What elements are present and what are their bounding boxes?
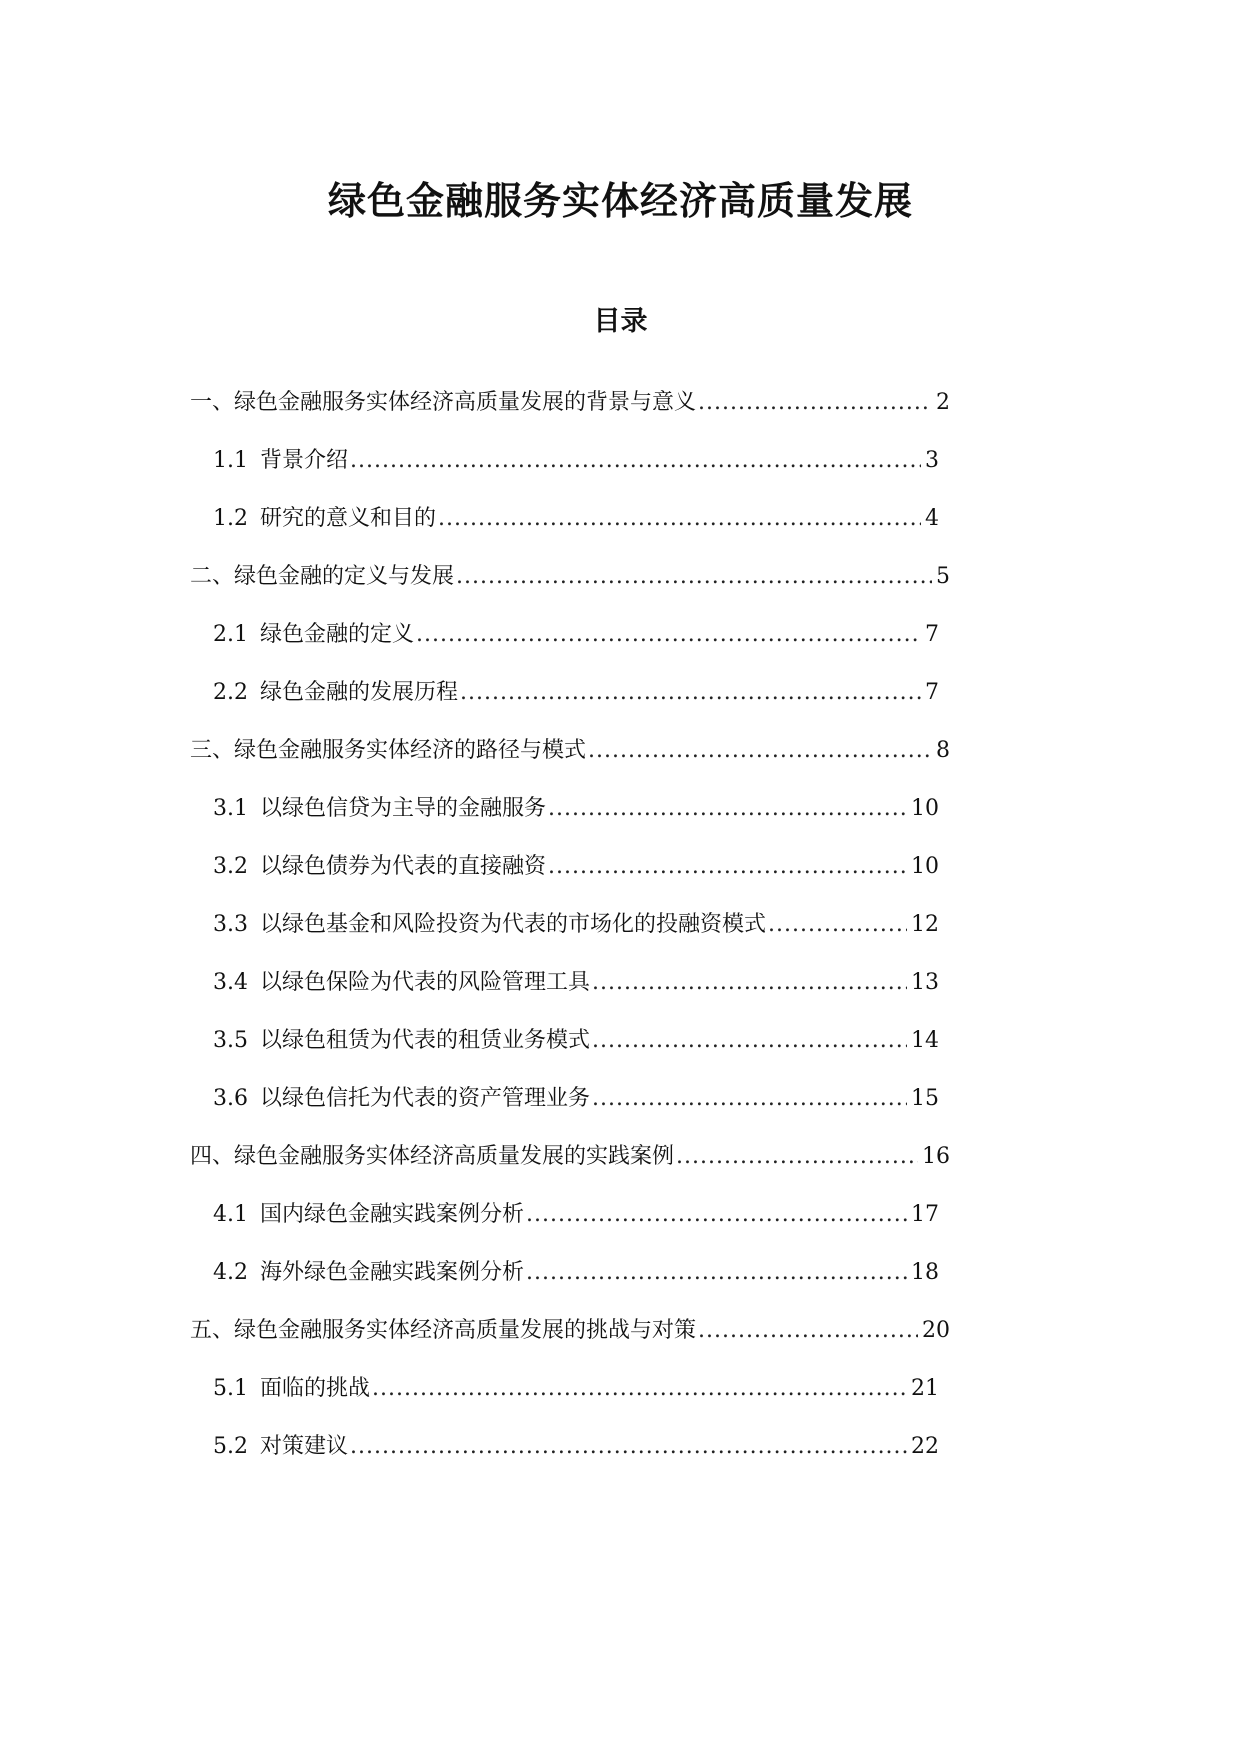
toc-entry[interactable]	[190, 733, 950, 769]
toc-entry-number: 3.5	[213, 1028, 248, 1053]
toc-dot-leader	[548, 849, 907, 885]
toc-page-number: 5	[936, 564, 950, 589]
toc-dot-leader	[676, 1139, 918, 1175]
toc-dot-leader	[416, 617, 921, 653]
toc-page-number: 3	[925, 448, 939, 473]
toc-entry-title: 以绿色债券为代表的直接融资	[260, 854, 547, 879]
toc-page-number: 18	[911, 1260, 939, 1285]
toc-page-number: 13	[911, 970, 939, 995]
toc-entry[interactable]	[190, 385, 950, 421]
toc-entry[interactable]	[213, 675, 939, 711]
toc-dot-leader	[768, 907, 907, 943]
toc-dot-leader	[592, 965, 907, 1001]
toc-entry-number: 1.1	[213, 448, 248, 473]
toc-page-number: 22	[911, 1434, 939, 1459]
toc-entry-number: 2.2	[213, 680, 248, 705]
toc-dot-leader	[592, 1023, 907, 1059]
toc-entry[interactable]	[213, 501, 939, 537]
toc-entry-number: 3.6	[213, 1086, 248, 1111]
toc-entry-title: 背景介绍	[260, 448, 349, 473]
toc-page-number: 7	[925, 622, 939, 647]
toc-page-number: 12	[911, 912, 939, 937]
toc-page-number: 8	[936, 738, 950, 763]
toc-dot-leader	[350, 443, 921, 479]
toc-page-number: 7	[925, 680, 939, 705]
toc-entry-number: 5.1	[213, 1376, 248, 1401]
toc-page-number: 17	[911, 1202, 939, 1227]
toc-entry-title: 研究的意义和目的	[260, 506, 437, 531]
toc-entry-title: 海外绿色金融实践案例分析	[260, 1260, 525, 1285]
toc-entry-number: 3.4	[213, 970, 248, 995]
toc-entry-title: 五、绿色金融服务实体经济高质量发展的挑战与对策	[190, 1318, 697, 1343]
toc-entry-title: 以绿色信贷为主导的金融服务	[260, 796, 547, 821]
toc-dot-leader	[350, 1429, 907, 1465]
toc-entry-title: 面临的挑战	[260, 1376, 371, 1401]
toc-entry-number: 2.1	[213, 622, 248, 647]
toc-entry-title: 以绿色保险为代表的风险管理工具	[260, 970, 591, 995]
toc-dot-leader	[698, 385, 932, 421]
toc-page-number: 20	[922, 1318, 950, 1343]
toc-dot-leader	[526, 1197, 907, 1233]
toc-entry[interactable]	[190, 559, 950, 595]
toc-entry-title: 以绿色信托为代表的资产管理业务	[260, 1086, 591, 1111]
toc-entry[interactable]	[213, 1081, 939, 1117]
toc-page-number: 14	[911, 1028, 939, 1053]
toc-entry-number: 1.2	[213, 506, 248, 531]
toc-entry-title: 以绿色租赁为代表的租赁业务模式	[260, 1028, 591, 1053]
toc-page-number: 10	[911, 854, 939, 879]
document-title: 绿色金融服务实体经济高质量发展	[327, 179, 913, 224]
toc-page-number: 10	[911, 796, 939, 821]
toc-entry-number: 3.3	[213, 912, 248, 937]
toc-entry[interactable]	[213, 907, 939, 943]
toc-entry[interactable]	[213, 791, 939, 827]
toc-entry-number: 4.1	[213, 1202, 248, 1227]
toc-entry-number: 3.2	[213, 854, 248, 879]
toc-dot-leader	[548, 791, 907, 827]
toc-dot-leader	[456, 559, 932, 595]
toc-dot-leader	[372, 1371, 907, 1407]
toc-entry[interactable]	[213, 443, 939, 479]
toc-heading: 目录	[593, 306, 648, 338]
toc-entry-title: 三、绿色金融服务实体经济的路径与模式	[190, 738, 587, 763]
toc-entry[interactable]	[213, 1023, 939, 1059]
toc-dot-leader	[592, 1081, 907, 1117]
toc-page-number: 15	[911, 1086, 939, 1111]
toc-entry[interactable]	[190, 1139, 950, 1175]
toc-entry-number: 3.1	[213, 796, 248, 821]
toc-entry[interactable]	[213, 965, 939, 1001]
toc-entry-number: 4.2	[213, 1260, 248, 1285]
toc-page-number: 2	[936, 390, 950, 415]
toc-entry[interactable]	[213, 617, 939, 653]
toc-entry-title: 一、绿色金融服务实体经济高质量发展的背景与意义	[190, 390, 697, 415]
toc-page-number: 4	[925, 506, 939, 531]
toc-entry[interactable]	[213, 1371, 939, 1407]
toc-dot-leader	[438, 501, 921, 537]
toc-entry-title: 绿色金融的发展历程	[260, 680, 459, 705]
toc-entry[interactable]	[213, 849, 939, 885]
toc-dot-leader	[698, 1313, 918, 1349]
toc-page-number: 16	[922, 1144, 950, 1169]
toc-entry-number: 5.2	[213, 1434, 248, 1459]
toc-dot-leader	[526, 1255, 907, 1291]
toc-entry-title: 对策建议	[260, 1434, 349, 1459]
toc-page-number: 21	[911, 1376, 939, 1401]
toc-entry[interactable]	[213, 1197, 939, 1233]
toc-entry[interactable]	[213, 1255, 939, 1291]
toc-dot-leader	[588, 733, 932, 769]
toc-entry-title: 绿色金融的定义	[260, 622, 415, 647]
toc-dot-leader	[460, 675, 921, 711]
toc-entry-title: 国内绿色金融实践案例分析	[260, 1202, 525, 1227]
toc-entry[interactable]	[213, 1429, 939, 1465]
toc-entry-title: 以绿色基金和风险投资为代表的市场化的投融资模式	[260, 912, 767, 937]
toc-entry-title: 二、绿色金融的定义与发展	[190, 564, 455, 589]
toc-entry-title: 四、绿色金融服务实体经济高质量发展的实践案例	[190, 1144, 675, 1169]
toc-entry[interactable]	[190, 1313, 950, 1349]
